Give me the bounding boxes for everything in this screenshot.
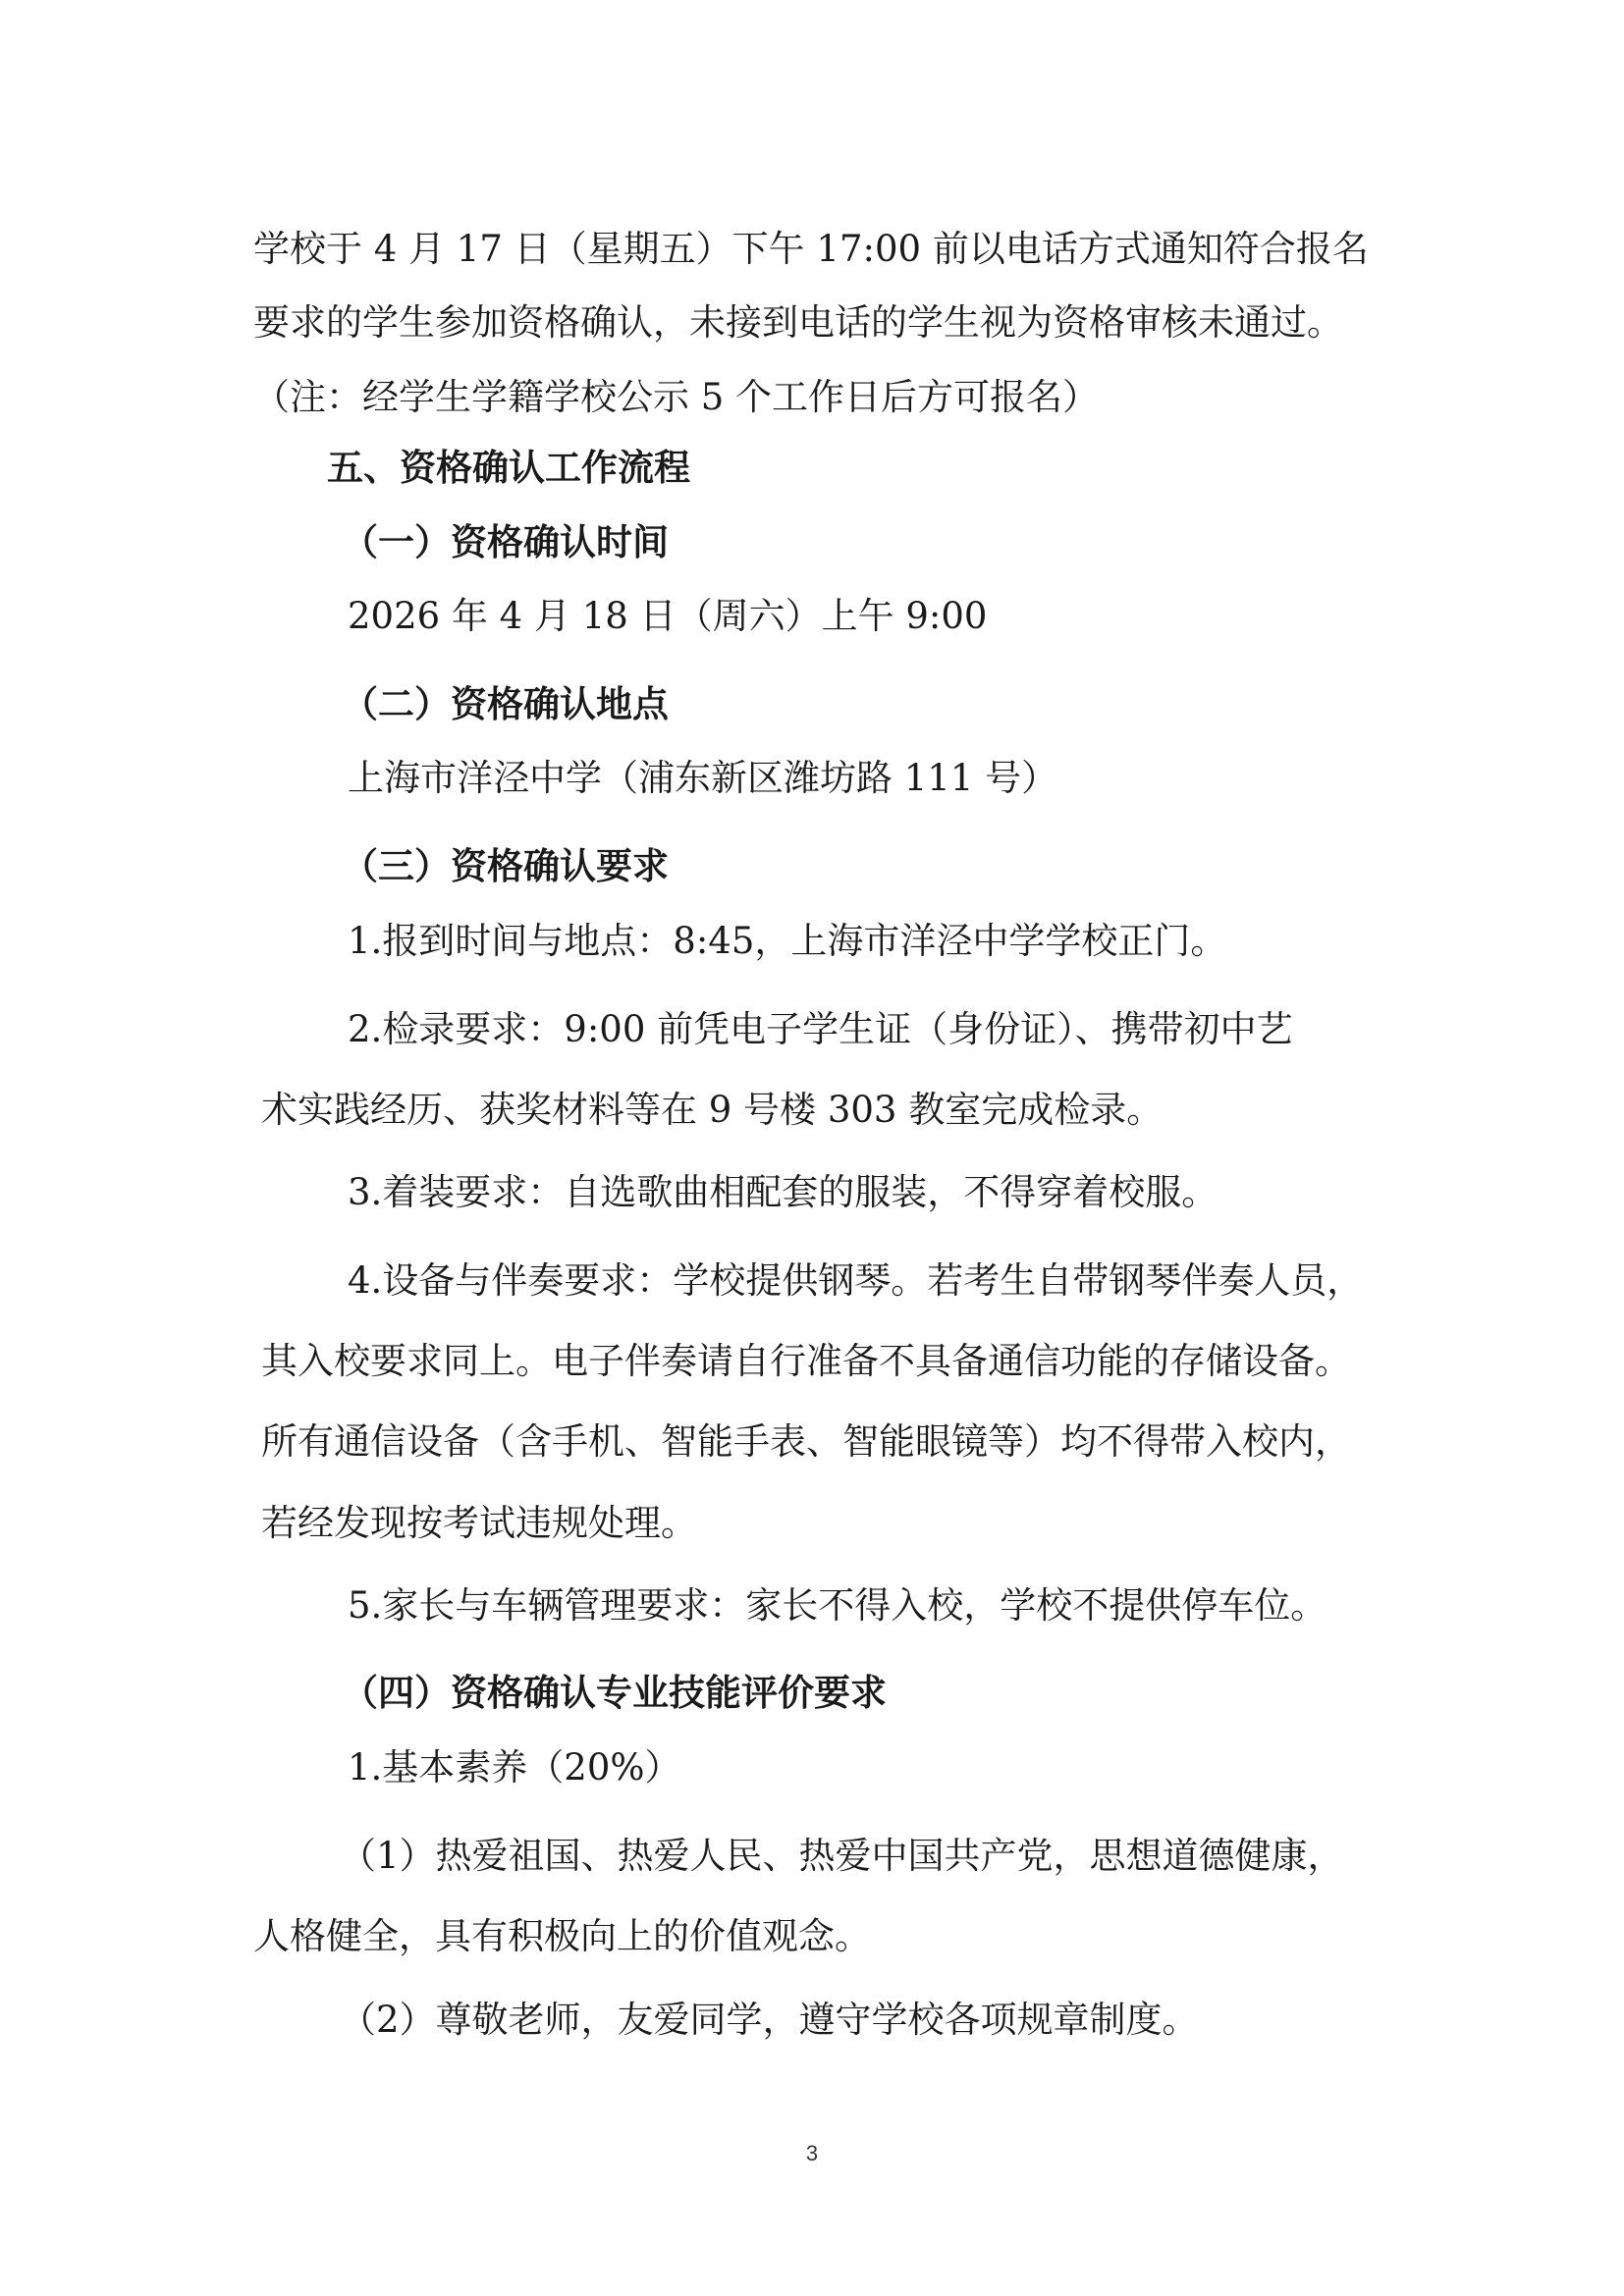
evaluation-item-1-2: （2）尊敬老师，友爱同学，遵守学校各项规章制度。	[340, 1999, 1199, 2041]
requirement-2-line-2: 术实践经历、获奖材料等在 9 号楼 303 教室完成检录。	[261, 1089, 1164, 1131]
requirement-3: 3.着装要求：自选歌曲相配套的服装，不得穿着校服。	[348, 1171, 1218, 1213]
note-line: （注：经学生学籍学校公示 5 个工作日后方可报名）	[253, 376, 1100, 418]
paragraph-line-1: 学校于 4 月 17 日（星期五）下午 17:00 前以电话方式通知符合报名	[253, 228, 1369, 270]
evaluation-item-1-1-line-2: 人格健全，具有积极向上的价值观念。	[253, 1915, 871, 1957]
requirement-4-line-1: 4.设备与伴奏要求：学校提供钢琴。若考生自带钢琴伴奏人员，	[348, 1259, 1364, 1302]
subheading-evaluation: （四）资格确认专业技能评价要求	[342, 1672, 887, 1714]
evaluation-item-1: 1.基本素养（20%）	[348, 1746, 681, 1789]
requirement-5: 5.家长与车辆管理要求：家长不得入校，学校不提供停车位。	[348, 1584, 1327, 1627]
subheading-requirements: （三）资格确认要求	[342, 845, 669, 887]
subheading-location: （二）资格确认地点	[342, 683, 669, 725]
confirmation-location: 上海市洋泾中学（浦东新区潍坊路 111 号）	[348, 757, 1058, 799]
requirement-2-line-1: 2.检录要求：9:00 前凭电子学生证（身份证）、携带初中艺	[348, 1008, 1293, 1050]
evaluation-item-1-1-line-1: （1）热爱祖国、热爱人民、热爱中国共产党，思想道德健康，	[340, 1835, 1344, 1877]
requirement-4-line-3: 所有通信设备（含手机、智能手表、智能眼镜等）均不得带入校内，	[261, 1420, 1351, 1463]
paragraph-line-2: 要求的学生参加资格确认，未接到电话的学生视为资格审核未通过。	[253, 301, 1343, 344]
confirmation-time: 2026 年 4 月 18 日（周六）上午 9:00	[348, 595, 988, 637]
requirement-4-line-4: 若经发现按考试违规处理。	[261, 1502, 697, 1544]
page-number: 3	[805, 2141, 819, 2165]
requirement-1: 1.报到时间与地点：8:45，上海市洋泾中学学校正门。	[348, 920, 1227, 962]
requirement-4-line-2: 其入校要求同上。电子伴奏请自行准备不具备通信功能的存储设备。	[261, 1340, 1351, 1382]
section-heading-5: 五、资格确认工作流程	[327, 447, 690, 489]
subheading-time: （一）资格确认时间	[342, 521, 669, 563]
